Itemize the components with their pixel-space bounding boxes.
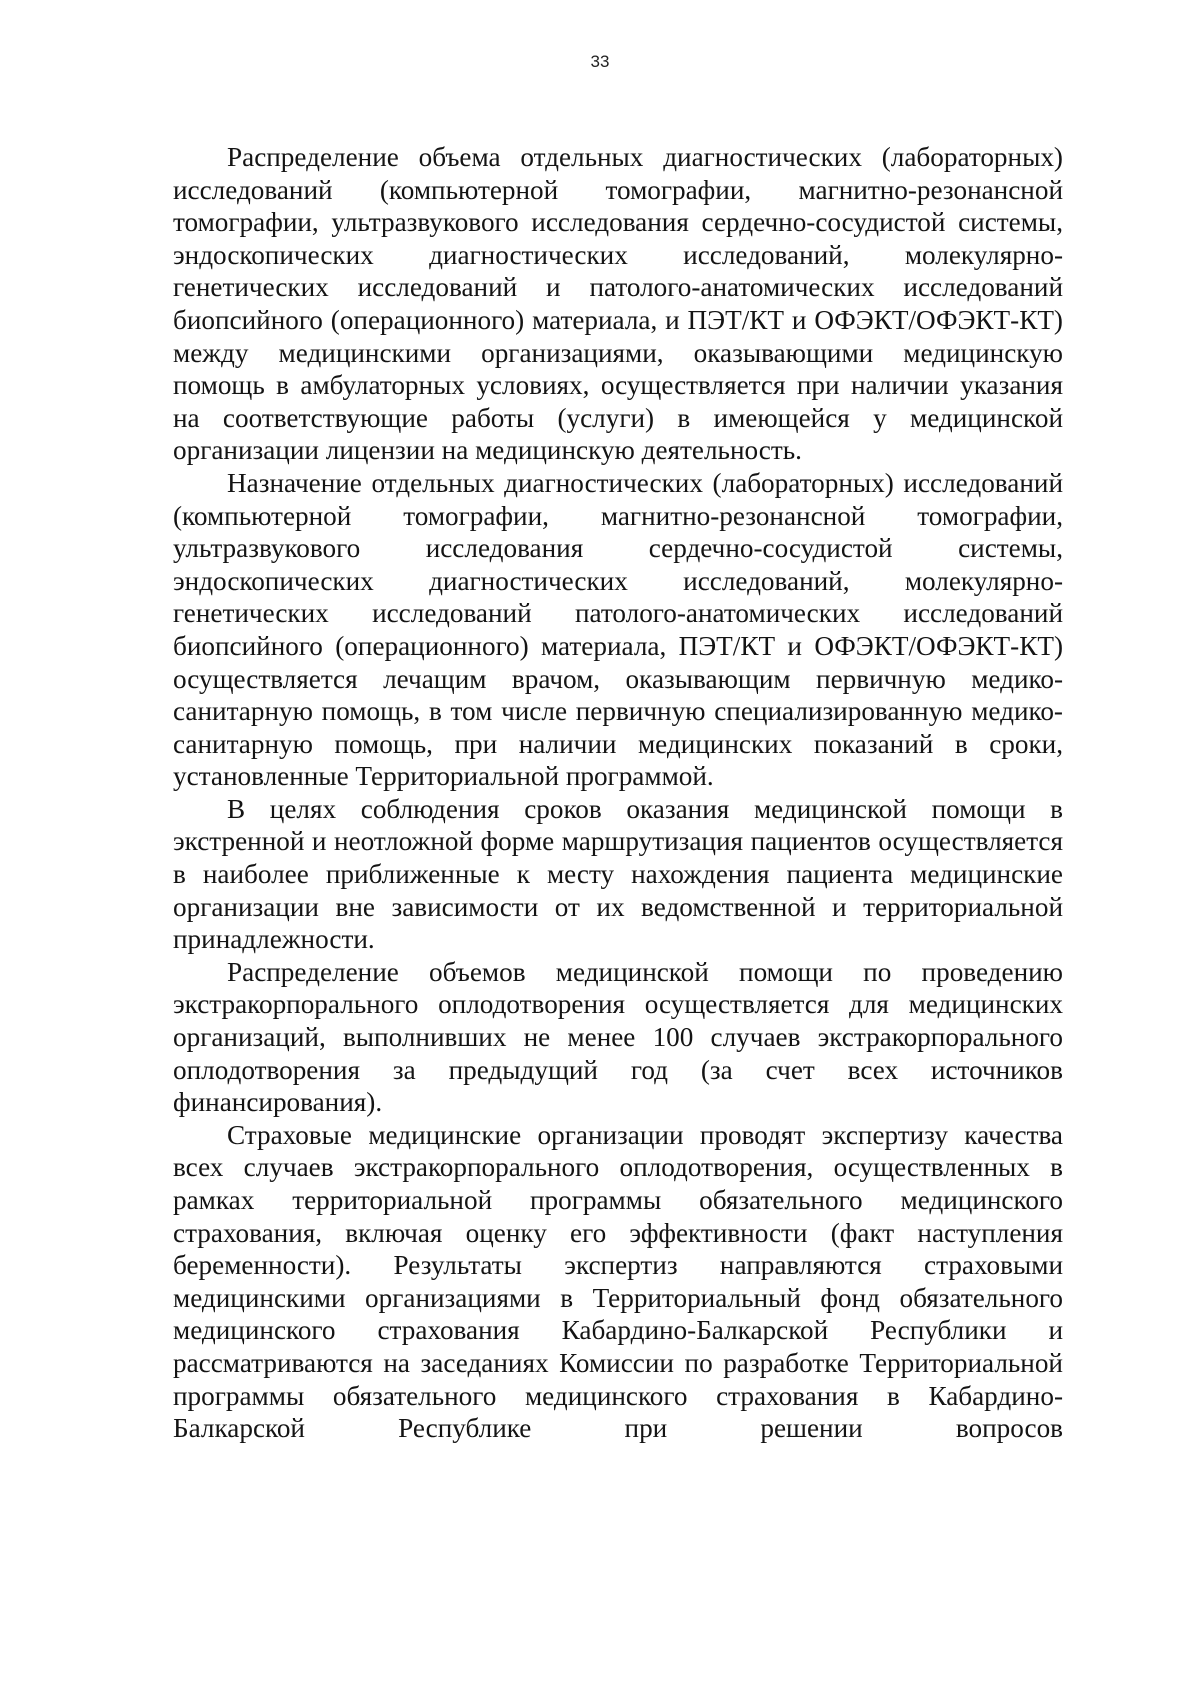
page-number: 33 [590,52,610,71]
paragraph-1: Распределение объема отдельных диагностических (лабораторных) исследований (компьютерной томографии, магнитно-резонансной томографии, ультразвукового исследования сердечно-сосудистой системы, эндоскопических диагностических исследований, молекулярно-генетических исследований и патолого-анатомических исследований биопсийного (операционного) материала, и ПЭТ/КТ и ОФЭКТ/ОФЭКТ-КТ) между медицинскими организациями, оказывающими медицинскую помощь в амбулаторных условиях, осуществляется при наличии указания на соответствующие работы (услуги) в имеющейся у медицинской организации лицензии на медицинскую деятельность. [173,142,1063,466]
paragraph-2: Назначение отдельных диагностических (лабораторных) исследований (компьютерной томографии, магнитно-резонансной томографии, ультразвукового исследования сердечно-сосудистой системы, эндоскопических диагностических исследований, молекулярно-генетических исследований патолого-анатомических исследований биопсийного (операционного) материала, ПЭТ/КТ и ОФЭКТ/ОФЭКТ-КТ) осуществляется лечащим врачом, оказывающим первичную медико-санитарную помощь, в том числе первичную специализированную медико-санитарную помощь, при наличии медицинских показаний в сроки, установленные Территориальной программой. [173,467,1063,792]
paragraph-4: Распределение объемов медицинской помощи по проведению экстракорпорального оплодотворения осуществляется для медицинских организаций, выполнивших не менее 100 случаев экстракорпорального оплодотворения за предыдущий год (за счет всех источников финансирования). [173,956,1063,1118]
paragraph-5: Страховые медицинские организации проводят экспертизу качества всех случаев экстракорпорального оплодотворения, осуществленных в рамках территориальной программы обязательного медицинского страхования, включая оценку его эффективности (факт наступления беременности). Результаты экспертиз направляются страховыми медицинскими организациями в Территориальный фонд обязательного медицинского страхования Кабардино-Балкарской Республики и рассматриваются на заседаниях Комиссии по разработке Территориальной программы обязательного медицинского страхования в Кабардино-Балкарской Республике при решении вопросов [173,1119,1063,1444]
document-body [173,141,1063,1445]
paragraph-3: В целях соблюдения сроков оказания медицинской помощи в экстренной и неотложной форме маршрутизация пациентов осуществляется в наиболее приближенные к месту нахождения пациента медицинские организации вне зависимости от их ведомственной и территориальной принадлежности. [173,793,1063,955]
